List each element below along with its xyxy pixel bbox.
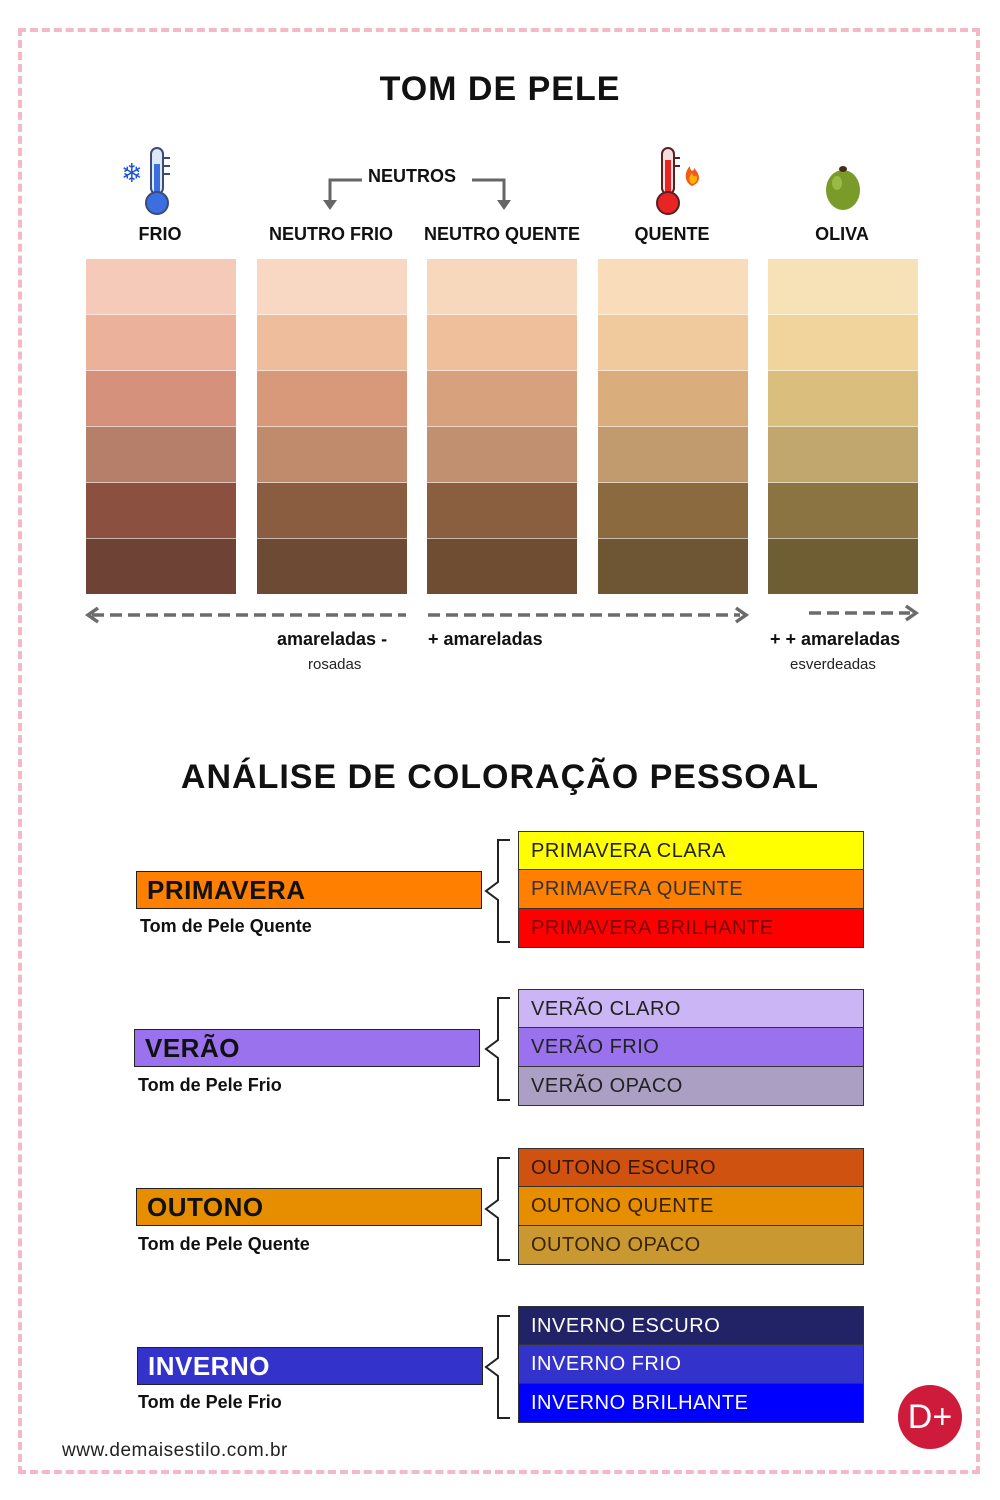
label-neutro-quente: NEUTRO QUENTE	[423, 224, 580, 244]
skin-swatch	[768, 427, 918, 483]
palette-item: PRIMAVERA QUENTE	[518, 870, 864, 909]
swatch-column-neutro-frio	[257, 259, 407, 594]
palette-item: INVERNO ESCURO	[518, 1306, 864, 1345]
palette-item: VERÃO FRIO	[518, 1028, 864, 1067]
skin-swatch	[86, 427, 236, 483]
neutros-label: NEUTROS	[368, 166, 457, 186]
season-outono-subtitle: Tom de Pele Quente	[138, 1234, 310, 1254]
skin-swatch	[427, 483, 577, 539]
olive-icon	[822, 163, 866, 213]
arrow-right-dashed	[809, 606, 916, 620]
season-inverno-box: INVERNO	[137, 1347, 483, 1385]
note-amareladas-plusplus: + + amareladas	[770, 629, 901, 649]
verao-sublist	[518, 989, 864, 1106]
season-verao-box: VERÃO	[134, 1029, 480, 1067]
note-rosadas: rosadas	[308, 656, 362, 673]
skin-swatch	[598, 483, 748, 539]
arrow-left-dashed	[88, 608, 406, 622]
brace-icon	[480, 996, 520, 1102]
skin-swatch	[598, 371, 748, 427]
season-primavera-subtitle: Tom de Pele Quente	[140, 916, 312, 936]
cold-thermometer-icon	[118, 146, 178, 216]
analysis-title: ANÁLISE DE COLORAÇÃO PESSOAL	[180, 758, 820, 796]
skin-swatch	[257, 259, 407, 315]
swatch-column-frio	[86, 259, 236, 594]
skin-swatch	[86, 371, 236, 427]
skin-swatch	[768, 371, 918, 427]
skin-swatch	[768, 539, 918, 594]
note-esverdeadas: esverdeadas	[790, 656, 876, 673]
label-quente: QUENTE	[634, 224, 710, 244]
label-oliva: OLIVA	[815, 224, 869, 244]
swatch-column-oliva	[768, 259, 918, 594]
brand-logo: D+	[898, 1385, 962, 1449]
note-amareladas-plus: + amareladas	[428, 629, 543, 649]
skin-swatch	[86, 315, 236, 371]
skin-swatch	[257, 539, 407, 594]
inverno-sublist	[518, 1306, 864, 1423]
arrow-middle-dashed	[428, 608, 746, 622]
brace-icon	[480, 1156, 520, 1262]
palette-item: PRIMAVERA CLARA	[518, 831, 864, 870]
season-verao-subtitle: Tom de Pele Frio	[138, 1075, 282, 1095]
label-frio: FRIO	[138, 224, 182, 244]
brace-icon	[480, 838, 520, 944]
skin-swatch	[768, 315, 918, 371]
skin-swatch	[427, 371, 577, 427]
swatch-column-neutro-quente	[427, 259, 577, 594]
skin-swatch	[598, 539, 748, 594]
skin-swatch	[86, 483, 236, 539]
palette-item: PRIMAVERA BRILHANTE	[518, 909, 864, 948]
neutros-bracket-icon	[318, 172, 518, 214]
undertone-arrows	[0, 600, 1000, 630]
skin-swatch	[768, 483, 918, 539]
outono-sublist	[518, 1148, 864, 1265]
palette-item: OUTONO OPACO	[518, 1226, 864, 1265]
skin-swatch	[257, 315, 407, 371]
page-title: TOM DE PELE	[379, 70, 621, 108]
palette-item: OUTONO ESCURO	[518, 1148, 864, 1187]
skin-swatch	[257, 483, 407, 539]
skin-swatch	[86, 539, 236, 594]
season-inverno-subtitle: Tom de Pele Frio	[138, 1392, 282, 1412]
palette-item: VERÃO OPACO	[518, 1067, 864, 1106]
skin-swatch	[598, 259, 748, 315]
palette-item: OUTONO QUENTE	[518, 1187, 864, 1226]
skin-swatch	[427, 259, 577, 315]
skin-swatch	[427, 539, 577, 594]
season-outono-box: OUTONO	[136, 1188, 482, 1226]
hot-thermometer-icon	[650, 146, 710, 216]
skin-swatch	[427, 427, 577, 483]
swatch-column-quente	[598, 259, 748, 594]
skin-swatch	[86, 259, 236, 315]
footer-url[interactable]: www.demaisestilo.com.br	[62, 1440, 288, 1461]
primavera-sublist	[518, 831, 864, 948]
skin-swatch	[257, 427, 407, 483]
palette-item: INVERNO BRILHANTE	[518, 1384, 864, 1423]
season-primavera-box: PRIMAVERA	[136, 871, 482, 909]
skin-swatch	[257, 371, 407, 427]
palette-item: VERÃO CLARO	[518, 989, 864, 1028]
skin-swatch	[768, 259, 918, 315]
skin-swatch	[598, 315, 748, 371]
svg-text:❄: ❄	[121, 159, 143, 189]
skin-swatch	[598, 427, 748, 483]
label-neutro-frio: NEUTRO FRIO	[269, 224, 393, 244]
palette-item: INVERNO FRIO	[518, 1345, 864, 1384]
brace-icon	[480, 1314, 520, 1420]
note-amareladas-minus: amareladas -	[277, 629, 388, 649]
skin-swatch	[427, 315, 577, 371]
